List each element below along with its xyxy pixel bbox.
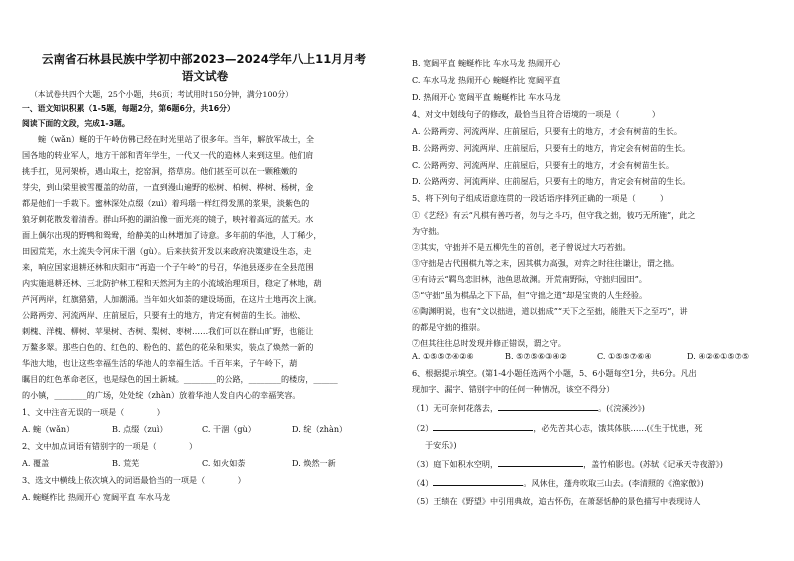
q6-item-2: （2） ，必先苦其心志，饿其体肤……(《生于忧患，死 <box>412 423 703 433</box>
q1-option-c[interactable]: C. 干涸（gù） <box>202 424 256 434</box>
q6-item-5: （5）王绩在《野望》中引用典故，追古怀伤，在萧瑟恬静的景色描写中表现诗人 <box>412 496 701 506</box>
q4-option-c[interactable]: C. 公路两旁、河流两岸、庄前屋后，只要有土的地方，才会有树苗生长。 <box>412 160 674 170</box>
q6-item-3: （3）庭下如积水空明， ，盖竹柏影也。(苏轼《记承天寺夜游》) <box>412 459 723 469</box>
question-4: 4、对文中划线句子的修改，最恰当且符合语境的一项是（ ） <box>412 109 660 119</box>
exam-subtitle: 语文试卷 <box>181 69 229 83</box>
q5-sentence: ③守拙是古代围棋九等之末，因其棋力高强，对弈之时往往谦让，谓之拙。 <box>412 258 680 268</box>
passage-line: 刺槐、洋槐、柳树、苹果树、杏树、梨树、枣树……我们可以在群山旷野，也能让 <box>22 326 314 336</box>
passage-line: 挑手扛，见河架桥，遇山取土，挖窑洞，搭草房。他们甚至可以在一颗稚嫩的 <box>22 166 298 176</box>
q3-option-a[interactable]: A. 蜿蜒柞比 热闹开心 宽阔平直 车水马龙 <box>22 492 171 502</box>
q2-option-b[interactable]: B. 荒芜 <box>112 458 140 468</box>
section-heading: 一、语文知识积累（1-5题，每题2分，第6题6分，共16分） <box>22 104 235 113</box>
blank-input[interactable] <box>498 403 598 411</box>
q2-option-d[interactable]: D. 焕然一新 <box>292 458 336 468</box>
q5-sentence: ①《艺经》有云“凡棋有善巧者，勿与之斗巧，但守我之拙，彼巧无所施”，此之 <box>412 210 696 220</box>
q5-option-d[interactable]: D. ④②⑥①⑤⑦⑤ <box>687 351 750 361</box>
passage-line: 公路两旁、河流两岸、庄前屋后，只要有土的地方，肯定有树苗的生长。油松、 <box>22 310 306 320</box>
q5-sentence: ⑦但其往往总时发现并修正错误，谓之守。 <box>412 338 566 348</box>
q5-option-b[interactable]: B. ⑤⑦⑤⑥③④② <box>505 351 567 361</box>
q2-option-a[interactable]: A. 覆盖 <box>22 458 50 468</box>
blank-input[interactable] <box>433 423 533 431</box>
q6-item-4: （4） 。风休住，蓬舟吹取三山去。(李清照的《渔家傲》) <box>412 478 704 488</box>
question-6: 6、根据提示填空。(第1-4小题任选两个小题，5、6小题每空1分，共6分。凡出 <box>412 368 697 378</box>
question-3: 3、选文中横线上依次填入的词语最恰当的一项是（ ） <box>22 475 246 485</box>
q1-option-d[interactable]: D. 绽（zhàn） <box>292 424 348 434</box>
q1-option-b[interactable]: B. 点缀（zuì） <box>112 424 168 434</box>
q4-option-d[interactable]: D. 公路两旁、河流两岸、庄前屋后，只要有土的地方，肯定会有树苗的生长。 <box>412 176 691 186</box>
q4-option-b[interactable]: B. 公路两旁、河流两岸、庄前屋后，只要有土的地方，肯定会有树苗的生长。 <box>412 143 691 153</box>
passage-line: 万鳌多翠。那些白色的、红色的、粉色的、蓝色的花朵和果实，装点了焕然一新的 <box>22 342 314 352</box>
question-5: 5、将下列句子组成语意连贯的一段话语序排列正确的一项是（ ） <box>412 193 669 203</box>
passage-line: 都是他们一手栽下。蜜林深处点缀（zuì）着玛瑙一样红得发黑的浆果，淡紫色的 <box>22 198 310 208</box>
blank-input[interactable] <box>498 459 583 467</box>
q5-sentence: ②其实，守拙并不是五柳先生的首创，老子曾说过大巧若拙。 <box>412 242 631 252</box>
passage-line: 蜿（wǎn）蜒的于午岭仿佛已经在时光里站了很多年。当年，解放军战士，全 <box>38 134 314 144</box>
q6-item-2-cont: 于安乐》) <box>425 440 457 450</box>
q3-option-d[interactable]: D. 热闹开心 宽阔平直 蜿蜒柞比 车水马龙 <box>412 92 561 102</box>
passage-line: 内实施退耕还林、三北防护林工程和天然河为主的小流域治理项目，稳定了林地，葫 <box>22 278 322 288</box>
q5-option-c[interactable]: C. ①⑤⑤⑦⑥④ <box>597 351 652 361</box>
question-1: 1、文中注音无误的一项是（ ） <box>22 407 165 417</box>
blank-input[interactable] <box>433 478 523 486</box>
q5-sentence: 为守拙。 <box>412 226 445 236</box>
q6-item-1: （1）无可奈何花落去， 。(《浣溪沙》) <box>412 403 645 413</box>
passage-line: 的小镇，________的广场，处处绽（zhàn）放着华池人发自内心的幸福笑容。 <box>22 390 301 400</box>
passage-line: 华池大地，也让这些幸福生活的华池人的幸福生活。千百年来，子午岭下，葫 <box>22 358 298 368</box>
q4-option-a[interactable]: A. 公路两旁、河流两岸、庄前屋后，只要有土的地方，才会有树苗的生长。 <box>412 126 682 136</box>
passage-line: 芦河两岸，红旗猎猎，人加潮涌。当年如火如荼的建设场面，在这片土地再次上演。 <box>22 294 322 304</box>
passage-line: 田园荒芜，水土流失令河床干涸（gù）。后来扶贫开发以来政府决策建设生态，走 <box>22 246 312 256</box>
exam-title: 云南省石林县民族中学初中部2023—2024学年八上11月月考 <box>41 52 367 66</box>
q5-sentence: 的都是守拙的推崇。 <box>412 322 485 332</box>
q5-sentence: ④有诗云“羁鸟恋旧林，池鱼思故渊。开荒南野际，守拙归园田”。 <box>412 274 647 284</box>
passage-line: 来，响应国家退耕还林和庆阳市“再造一个子午岭”的号召，华池县逐步在全县范围 <box>22 262 314 272</box>
q1-option-a[interactable]: A. 蜿（wǎn） <box>22 424 75 434</box>
passage-line: 国各地的转业军人，地方干部和青年学生，一代又一代的造林人来到这里。他们肩 <box>22 150 314 160</box>
question-6-rule: 现加字、漏字、错别字中的任何一种情况，该空不得分） <box>412 384 615 394</box>
q5-option-a[interactable]: A. ①⑤⑤⑦④②⑥ <box>412 351 474 361</box>
q3-option-c[interactable]: C. 车水马龙 热闹开心 蜿蜒柞比 宽阔平直 <box>412 75 561 85</box>
q5-sentence: ⑥陶渊明说，也有“文以拙进，道以拙成”“天下之至拙，能胜天下之至巧”，讲 <box>412 306 688 316</box>
passage-line: 狼牙刺花散发着清香。群山环抱的湖泊像一面光亮的镜子，映衬着高远的蓝天。水 <box>22 214 314 224</box>
passage-line: 芽尖，到山梁里被雪覆盖的幼苗，一直到漫山遍野的松树、柏树、桦树、杨树，金 <box>22 182 314 192</box>
q5-sentence: ⑤“守拙”虽为棋品之下下品，但“守拙之道”却是宝贵的人生经验。 <box>412 290 648 300</box>
passage-line: 瞩目的红色革命老区，也是绿色的国土新城。________的公路，________的楼房，______ <box>22 374 338 384</box>
passage-line: 面上偶尔出现的野鸭和鸳鸯，给静美的山林增加了诗意。多年前的华池，人丁稀少， <box>22 230 322 240</box>
q2-option-c[interactable]: C. 如火如荼 <box>202 458 246 468</box>
question-2: 2、文中加点词语有错别字的一项是（ ） <box>22 441 198 451</box>
exam-note: （本试卷共四个大题，25个小题，共6页；考试用时150分钟，满分100分） <box>30 90 293 99</box>
q3-option-b[interactable]: B. 宽阔平直 蜿蜒柞比 车水马龙 热闹开心 <box>412 58 561 68</box>
reading-intro: 阅读下面的文段，完成1-3题。 <box>22 119 130 128</box>
